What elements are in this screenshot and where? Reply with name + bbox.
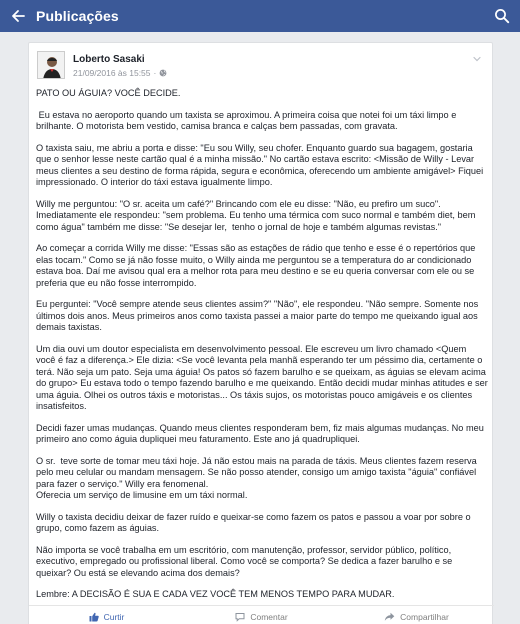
top-app-bar bbox=[0, 0, 520, 32]
comment-button[interactable] bbox=[184, 606, 339, 624]
post-paragraph: Ao começar a corrida Willy me disse: "Essas são as estações de rádio que tenho e esse é o repertórios que elas tocam." Como se já não fosse muito, o Willy ainda me perguntou se a temperatura do ar condicionado estava boa. Daí me avisou qual era a melhor rota para meu destino e se eu queria conversar com ele ou se preferia que eu não fosse interrompido. bbox=[36, 243, 478, 288]
search-icon bbox=[494, 8, 510, 24]
post-paragraph: O sr. teve sorte de tomar meu táxi hoje. Já não estou mais na parada de táxis. Meus clientes fazem reserva pelo meu celular ou mandam mensagem. Se não posso atender, consigo um amigo taxista "águia" confiável para fazer o serviço." Willy era fenomenal. Oferecia um serviço de limusine em um táxi normal. bbox=[36, 455, 477, 500]
post-card bbox=[28, 42, 493, 624]
thumbs-up-icon bbox=[89, 612, 99, 622]
comment-icon bbox=[235, 612, 245, 622]
post-paragraph: Eu perguntei: "Você sempre atende seus clientes assim?" "Não", ele respondeu. "Não sempre. Somente nos últimos dois anos. Meus primeiros anos como taxista passei a maior parte do tempo me queixando igual aos demais taxistas. bbox=[36, 299, 481, 332]
author-name[interactable]: Loberto Sasaki bbox=[73, 54, 145, 65]
post-paragraph: Willy me perguntou: "O sr. aceita um café?" Brincando com ele eu disse: "Não, eu prefiro um suco". Imediatamente ele respondeu: "sem problema. Eu tenho uma térmica com suco normal e também diet, bem como água" também me disse: "Se desejar ler, tenho o jornal de hoje e também algumas revistas." bbox=[36, 198, 478, 232]
post-paragraph: Não importa se você trabalha em um escritório, com manutenção, professor, servidor público, político, executivo, empregado ou profissional liberal. Como você se comporta? Se dedica a fazer barulho e se queixar? Ou está se elevando acima dos demais? bbox=[36, 544, 455, 578]
share-button[interactable] bbox=[339, 606, 494, 624]
comment-label: Comentar bbox=[250, 611, 288, 622]
post-paragraph: Eu estava no aeroporto quando um taxista se aproximou. A primeira coisa que notei foi um táxi limpo e brilhante. O motorista bem vestido, camisa branca e calças bem passadas, com gravata. bbox=[36, 109, 459, 131]
post-paragraph: PATO OU ÁGUIA? VOCÊ DECIDE. bbox=[36, 88, 181, 98]
avatar[interactable] bbox=[37, 51, 65, 79]
post-menu-button[interactable] bbox=[472, 51, 482, 61]
post-date[interactable]: 21/09/2016 às 15:55 bbox=[73, 68, 151, 78]
like-label: Curtir bbox=[103, 611, 125, 622]
post-actions-bar bbox=[29, 605, 494, 624]
post-paragraph: O taxista saiu, me abriu a porta e disse: "Eu sou Willy, seu chofer. Enquanto guardo sua bagagem, gostaria que o senhor lesse neste cartão qual é a minha missão." No cartão estava escrito: <Missão de Willy - Levar meus clientes a seu destino de forma rápida, segura e econômica, oferecendo um ambiente amigável> Fiquei impressionado. O interior do táxi estava igualmente limpo. bbox=[36, 142, 486, 187]
post-header bbox=[37, 51, 484, 85]
meta-separator: · bbox=[153, 68, 157, 78]
page-title: Publicações bbox=[36, 8, 119, 24]
post-paragraph: Willy o taxista decidiu deixar de fazer ruído e queixar-se como fazem os patos e passou a voar por sobre o grupo, como fazem as águias. bbox=[36, 511, 474, 533]
chevron-down-icon bbox=[472, 54, 482, 64]
share-label: Compartilhar bbox=[400, 611, 449, 622]
post-text bbox=[36, 88, 491, 601]
share-icon bbox=[384, 612, 395, 622]
post-paragraph: Um dia ouvi um doutor especialista em desenvolvimento pessoal. Ele escreveu um livro chamado <Quem você é faz a diferença.> Ele dizia: <Se você levanta pela manhã esperando ter um péssimo dia, certamente o terá. Não seja um pato. Seja uma águia! Os patos só fazem barulho e se queixam, as águias se elevam acima do grupo> Eu estava todo o tempo fazendo barulho e me queixando. Então decidi mudar minhas atitudes e ser uma águia. Olhei os outros táxis e motoristas... Os táxis sujos, os motoristas pouco amigáveis e os clientes insatisfeitos. bbox=[36, 343, 491, 411]
like-button[interactable] bbox=[29, 606, 184, 624]
post-meta bbox=[73, 68, 167, 78]
globe-icon bbox=[159, 69, 167, 77]
post-paragraph: Decidi fazer umas mudanças. Quando meus clientes responderam bem, fiz mais algumas mudanças. No meu primeiro ano como águia dupliquei meu faturamento. Este ano já quadrupliquei. bbox=[36, 422, 487, 444]
arrow-left-icon bbox=[11, 9, 25, 23]
back-button[interactable] bbox=[0, 0, 36, 32]
search-button[interactable] bbox=[494, 8, 510, 24]
post-paragraph: Lembre: A DECISÃO É SUA E CADA VEZ VOCÊ TEM MENOS TEMPO PARA MUDAR. bbox=[36, 589, 395, 599]
